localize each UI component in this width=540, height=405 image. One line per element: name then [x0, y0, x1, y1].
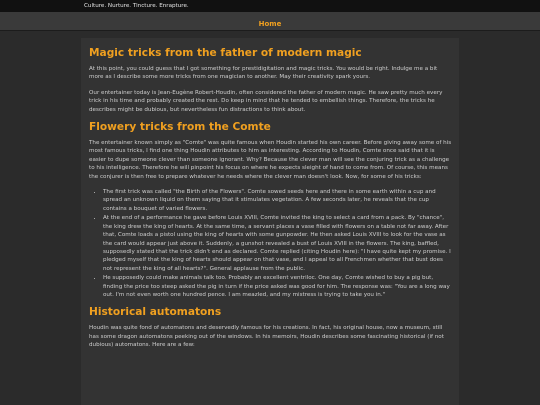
nav-bar	[0, 12, 540, 31]
section-heading-automatons: Historical automatons	[89, 306, 222, 319]
top-bar	[0, 0, 540, 12]
paragraph: Houdin was quite fond of automatons and deservedly famous for his creations. In fact, his original house, now a museum, still has some dragon automatons peeking out of the windows. In his memoirs, Houdin describes some fascinating historical (if not dubious) automatons. Here are a few:	[89, 325, 444, 349]
nav-home-link[interactable]: Home	[258, 20, 282, 28]
section-heading-flowery-tricks: Flowery tricks from the Comte	[89, 121, 271, 134]
site-tagline: Culture. Nurture. Tincture. Enrapture.	[84, 3, 189, 9]
list-item: • He supposedly could make animals talk too. Probably an excellent ventriloc. One day, Comte wished to buy a pig but, finding the price too steep asked the pig in turn if the price asked was good for him. The response was: "You are a long way out. I'm not even worth one hundred pence. I am meazled, and my mistress is trying to take you in."	[103, 274, 452, 299]
list-item: • At the end of a performance he gave before Louis XVIII, Comte invited the king to select a card from a pack. By "chance", the king drew the king of hearts. At the same time, a servant places a vase filled with flowers on a table not far away. After that, Comte loads a pistol using the king of hearts with some gunpowder. He then asked Louis XVIII to look for the vase as the card would appear just above it. Suddenly, a gunshot revealed a bust of Louis XVIII in the flowers. The king, baffled, supposedly stated that the trick didn't end as declared. Comte replied (citing Houdin here): "I have quite kept my promise. I pledged myself that the king of hearts should appear on that vase, and I appeal to all Frenchmen whether that bust does not represent the king of all hearts?". General applause from the public.	[103, 214, 452, 273]
paragraph: Our entertainer today is Jean-Eugène Robert-Houdin, often considered the father of modern magic. He saw pretty much every trick in his time and probably created the rest. Do keep in mind that he tended to embellish things. Therefore, the tricks he describes might be dubious, but nevertheless fun distractions to think about.	[89, 89, 443, 113]
list-item: • The first trick was called "the Birth of the Flowers". Comte sowed seeds here and there in some earth within a cup and spread an unknown liquid on them saying that it stimulates vegetation. A few seconds later, he reveals that the cup contains a bouquet of varied flowers.	[103, 188, 452, 213]
article-panel	[81, 38, 459, 405]
paragraph: At this point, you could guess that I got something for prestidigitation and magic tricks. You would be right. Indulge me a bit more as I describe some more tricks from one magician to another. May their creativity spark yours.	[89, 66, 438, 81]
paragraph: The entertainer known simply as "Comte" was quite famous when Houdin started his own career. Before giving away some of his most famous tricks, I find one thing Houdin attributes to him as interesting. According to Houdin, Comte once said that it is easier to dupe someone clever than someone ignorant. Why? Because the clever man will see the conjuring trick as a challenge to his intelligence. Therefore he will pinpoint his focus on where he expects sleight of hand to come from. Of course, this means the conjurer is then free to prepare whatever he needs where the clever man doesn't look. Now, for some of his tricks:	[89, 140, 452, 180]
section-heading-magic-tricks: Magic tricks from the father of modern magic	[89, 47, 362, 59]
tricks-list	[89, 188, 452, 299]
page-gutter	[0, 31, 540, 38]
